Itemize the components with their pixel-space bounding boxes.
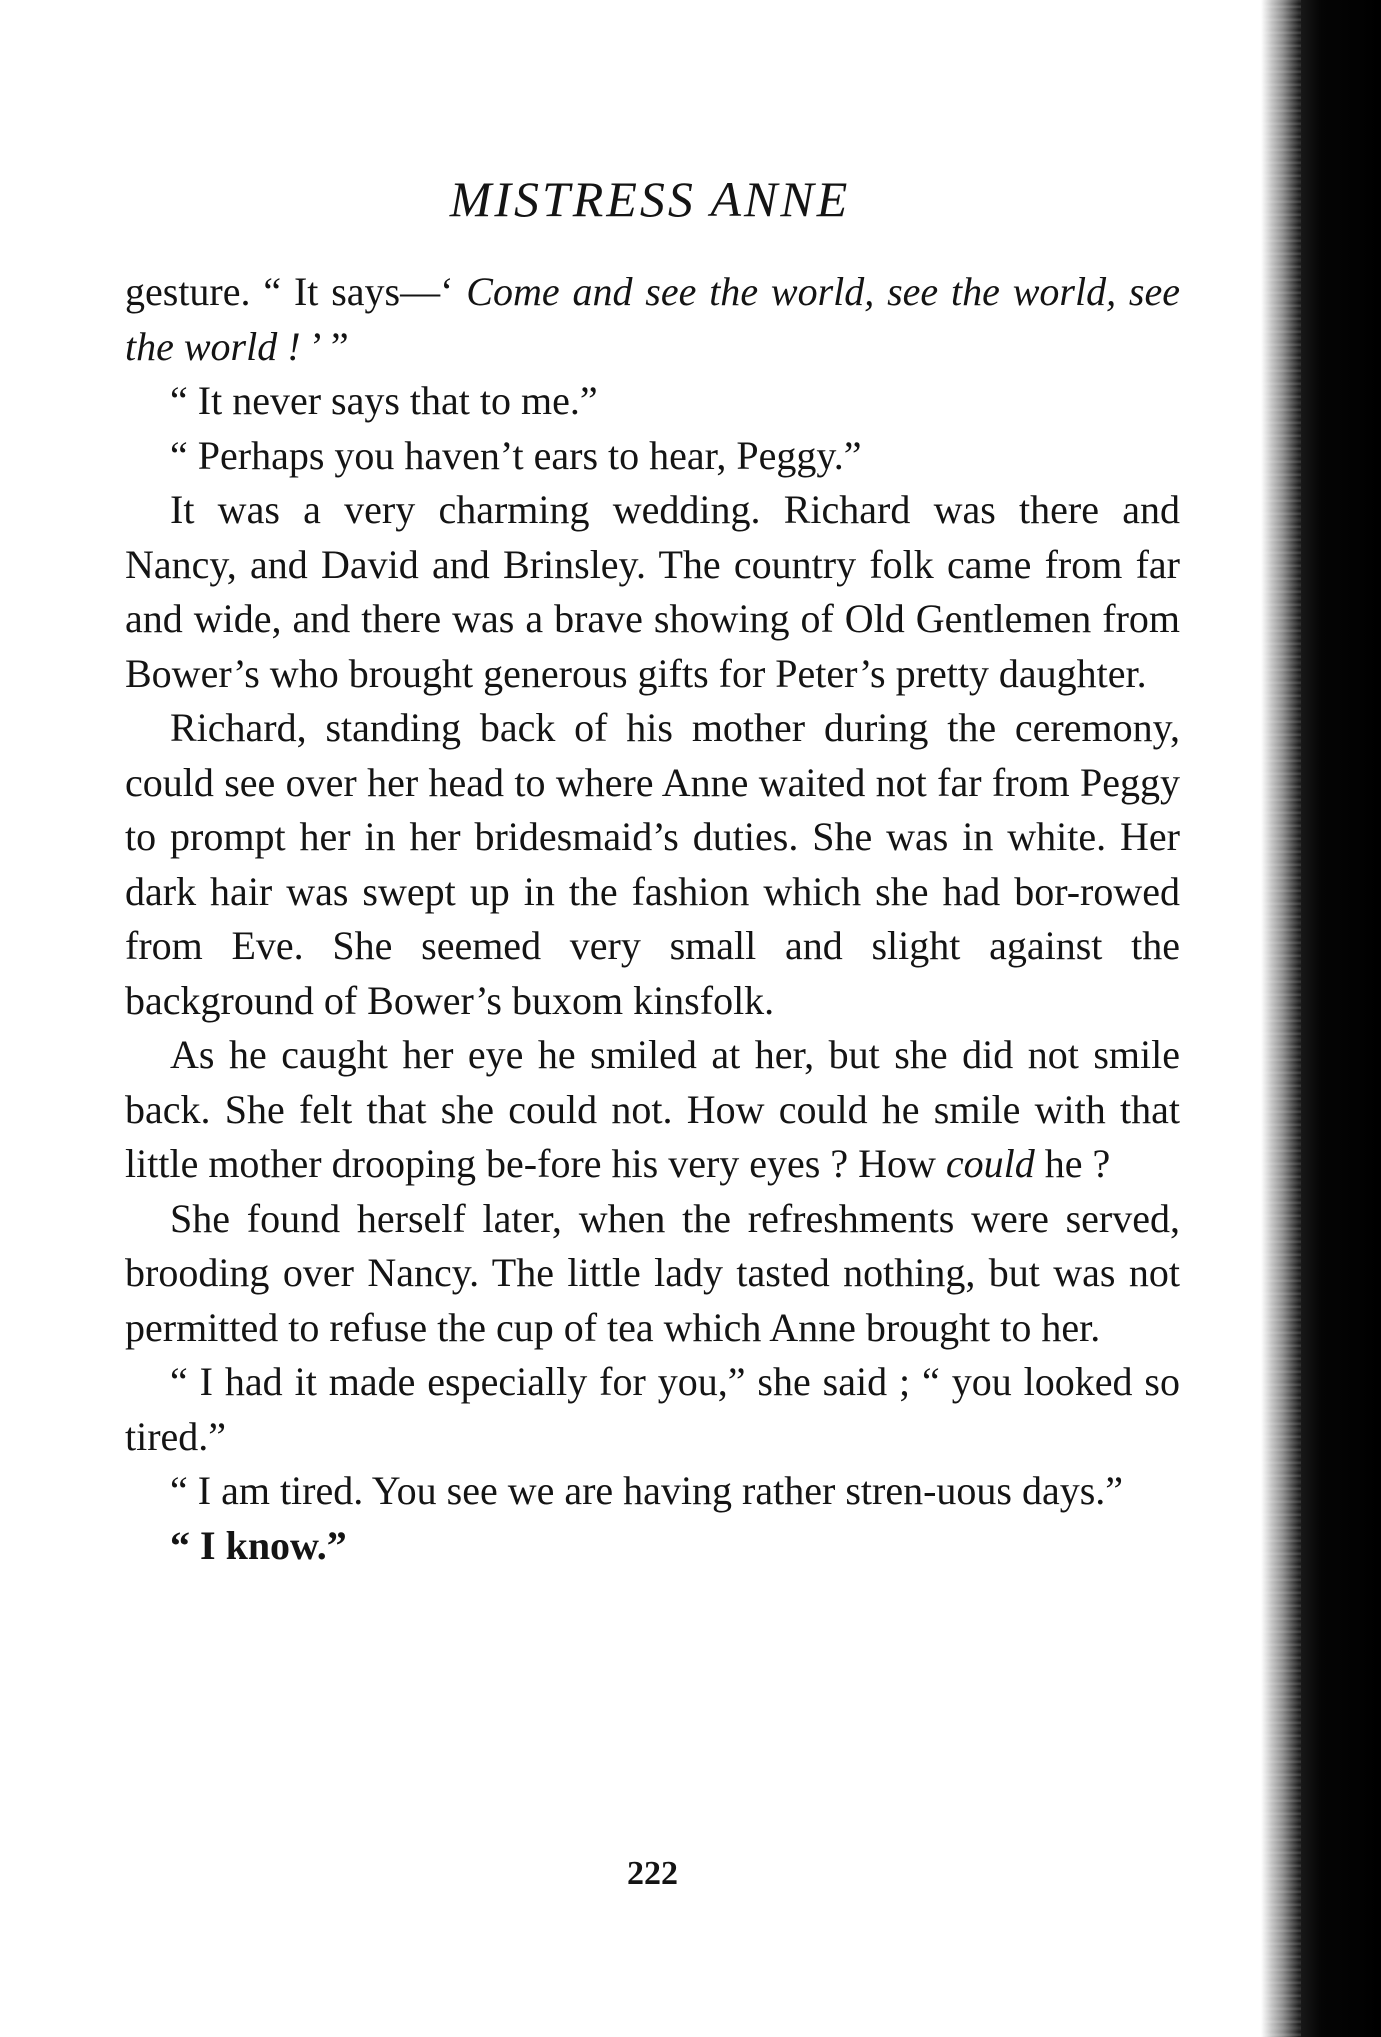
page-number: 222 — [627, 1855, 678, 1892]
text-run: gesture. “ It says—‘ — [125, 269, 467, 314]
paragraph — [125, 1519, 1180, 1574]
paragraph — [125, 701, 1180, 1028]
italic-run: could — [945, 1141, 1035, 1186]
text-run: “ It never says that to me.” — [170, 378, 598, 423]
paragraph — [125, 429, 1180, 484]
text-run: Richard, standing back of his mother during the ceremony, could see over her head to where Anne waited not far from Peggy to prompt her in her bridesmaid’s duties. She was in white. Her dark hair was swept up in the fashion which she had bor-rowed from Eve. She seemed very small and slight against the background of Bower’s buxom kinsfolk. — [125, 705, 1180, 1023]
paragraph — [125, 483, 1180, 701]
text-run: “ Perhaps you haven’t ears to hear, Peggy.” — [170, 432, 862, 478]
body-text — [125, 265, 1180, 1573]
text-run: It was a very charming wedding. Richard was there and Nancy, and David and Brinsley. The country folk came from far and wide, and there was a brave showing of Old Gentlemen from Bower’s who brought generous gifts for Peter’s pretty daughter. — [125, 487, 1180, 696]
running-head: MISTRESS ANNE — [449, 171, 851, 227]
paragraph — [125, 265, 1180, 374]
paragraph — [125, 1464, 1180, 1519]
text-run: he ? — [1034, 1141, 1111, 1186]
text-run: “ I had it made especially for you,” she said ; “ you looked so tired.” — [125, 1359, 1180, 1459]
paragraph — [125, 1355, 1180, 1464]
paragraph — [125, 1028, 1180, 1192]
text-run: As he caught her eye he smiled at her, but she did not smile back. She felt that she could not. How could he smile with that little mother drooping be-fore his very eyes ? How — [125, 1032, 1180, 1186]
text-run: She found herself later, when the refreshments were served, brooding over Nancy. The little lady tasted nothing, but was not permitted to refuse the cup of tea which Anne brought to her. — [125, 1195, 1180, 1350]
binding-texture — [1261, 0, 1301, 2037]
italic-run: Come and see the world, see the world, see the world ! — [125, 269, 1181, 369]
bold-run: “ I know.” — [170, 1522, 347, 1568]
paragraph — [125, 1192, 1180, 1356]
paragraph — [125, 374, 1180, 429]
text-run: ’ ” — [300, 323, 349, 369]
text-run: “ I am tired. You see we are having rather stren-uous days.” — [170, 1468, 1124, 1513]
